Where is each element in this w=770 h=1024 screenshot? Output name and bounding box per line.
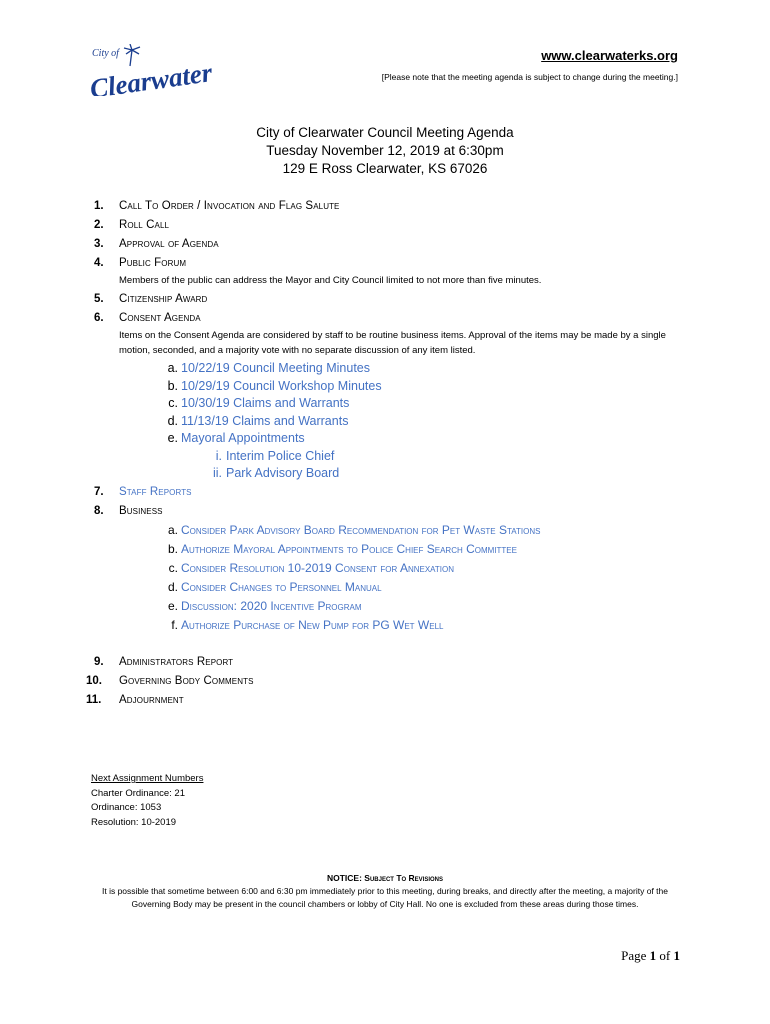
item-number: 11. [86, 693, 102, 706]
item-label: Call To Order / Invocation and Flag Salute [119, 200, 340, 212]
item-number: 7. [94, 485, 104, 498]
notice-body: It is possible that sometime between 6:00 and 6:30 pm immediately prior to this meeting, during breaks, and directly after the meeting, a majority of the Governing Body may be present in the council chambers or lobby of City Hall. No one is excluded from these areas during those times. [101, 886, 668, 909]
agenda-item [92, 197, 692, 216]
notice-prefix: NOTICE: [326, 873, 362, 883]
subitem-link[interactable]: Discussion: 2020 Incentive Program [181, 598, 362, 613]
title-line-3: 129 E Ross Clearwater, KS 67026 [282, 161, 488, 176]
subitem-link[interactable]: Mayoral Appointments [181, 431, 305, 445]
business-subitem [92, 597, 692, 616]
page-word: Page [621, 948, 647, 963]
agenda-item [92, 216, 692, 235]
item-number: 5. [94, 293, 104, 305]
agenda-item [92, 235, 692, 254]
page-number [621, 948, 680, 964]
subitem-letter: e. [167, 598, 178, 613]
item-label: Business [119, 504, 163, 517]
subitem-link[interactable]: Authorize Purchase of New Pump for PG Wet Well [181, 617, 444, 632]
meeting-title [0, 124, 770, 178]
business-subitem [92, 540, 692, 559]
agenda-item [92, 483, 692, 502]
item-number: 3. [94, 238, 104, 250]
subitem-letter: b. [167, 378, 178, 393]
subitem-letter: b. [167, 541, 178, 556]
agenda-item [92, 290, 692, 309]
business-subitem [92, 578, 692, 597]
title-line-1: City of Clearwater Council Meeting Agenda [256, 125, 514, 140]
subitem-letter: f. [171, 617, 178, 632]
consent-subsubitem [92, 465, 692, 483]
subitem-letter: a. [167, 361, 178, 375]
item-label: Consent Agenda [119, 312, 201, 324]
agenda-item [86, 691, 692, 710]
spacer [92, 635, 692, 653]
agenda-list [86, 197, 692, 710]
page-current: 1 [649, 948, 657, 963]
consent-subitem [92, 413, 692, 431]
notice-title: Subject To Revisions [364, 873, 444, 883]
item-number: 2. [94, 219, 104, 231]
subsubitem-numeral: i. [215, 448, 222, 463]
consent-subitem [92, 360, 692, 378]
item-number: 10. [86, 674, 102, 687]
subitem-letter: a. [167, 522, 178, 537]
subitem-letter: d. [167, 413, 178, 428]
consent-subsubitem [92, 448, 692, 466]
resolution-number: Resolution: 10-2019 [91, 816, 177, 828]
item-description: Members of the public can address the Mayor and City Council limited to not more than five minutes. [119, 275, 542, 286]
item-label: Adjournment [119, 693, 184, 706]
item-label: Governing Body Comments [119, 674, 254, 687]
consent-subitem [92, 430, 692, 448]
subitem-letter: e. [167, 431, 178, 445]
subsubitem-link[interactable]: Interim Police Chief [226, 448, 335, 463]
business-subitem [92, 521, 692, 540]
agenda-item [92, 254, 692, 273]
of-word: of [659, 948, 671, 963]
website-link[interactable]: www.clearwaterks.org [541, 48, 678, 63]
subitem-link[interactable]: Consider Park Advisory Board Recommendation for Pet Waste Stations [181, 522, 541, 537]
subsubitem-link[interactable]: Park Advisory Board [226, 466, 340, 480]
consent-subitem [92, 395, 692, 413]
assignment-numbers [91, 772, 203, 830]
item-label: Public Forum [119, 257, 187, 269]
subitem-link[interactable]: 10/22/19 Council Meeting Minutes [181, 361, 371, 375]
item-number: 8. [94, 504, 104, 517]
clearwater-logo [88, 44, 223, 96]
item-label-link[interactable]: Staff Reports [119, 485, 192, 498]
item-description: Items on the Consent Agenda are considered by staff to be routine business items. Approval of the items may be made by a single motion, seconded, and a majority vote with no separate discussion of any item listed. [119, 330, 666, 356]
item-number: 9. [94, 655, 104, 668]
item-number: 6. [94, 312, 104, 324]
subitem-link[interactable]: 10/30/19 Claims and Warrants [181, 396, 350, 410]
agenda-change-note: [Please note that the meeting agenda is subject to change during the meeting.] [381, 72, 678, 82]
agenda-item [92, 502, 692, 521]
palm-tree-icon [124, 44, 140, 66]
charter-ordinance: Charter Ordinance: 21 [91, 787, 185, 799]
subsubitem-numeral: ii. [212, 466, 222, 480]
title-line-2: Tuesday November 12, 2019 at 6:30pm [266, 143, 504, 158]
item-number: 1. [94, 200, 104, 212]
logo-small-text: City of [92, 48, 119, 59]
subitem-link[interactable]: Consider Resolution 10-2019 Consent for Annexation [181, 560, 455, 575]
ordinance-number: Ordinance: 1053 [91, 802, 162, 813]
agenda-item [92, 309, 692, 328]
subitem-letter: c. [168, 396, 178, 410]
assignment-heading: Next Assignment Numbers [91, 773, 204, 784]
item-number: 4. [94, 257, 104, 269]
logo-big-text: Clearwater [88, 57, 215, 96]
subitem-link[interactable]: Consider Changes to Personnel Manual [181, 579, 382, 594]
agenda-item [92, 653, 692, 672]
subitem-letter: d. [167, 579, 178, 594]
business-subitem [92, 559, 692, 578]
business-subitem [92, 616, 692, 635]
agenda-item [86, 672, 692, 691]
subitem-link[interactable]: 10/29/19 Council Workshop Minutes [181, 378, 382, 393]
notice-heading [90, 872, 680, 885]
revision-notice [90, 872, 680, 911]
subitem-link[interactable]: Authorize Mayoral Appointments to Police Chief Search Committee [181, 541, 517, 556]
subitem-link[interactable]: 11/13/19 Claims and Warrants [181, 413, 349, 428]
item-label: Approval of Agenda [119, 238, 219, 250]
consent-subitem [92, 378, 692, 396]
item-label: Roll Call [119, 219, 170, 231]
page-total: 1 [673, 948, 680, 963]
item-label: Citizenship Award [119, 293, 208, 305]
subitem-letter: c. [168, 560, 178, 575]
item-label: Administrators Report [119, 655, 234, 668]
